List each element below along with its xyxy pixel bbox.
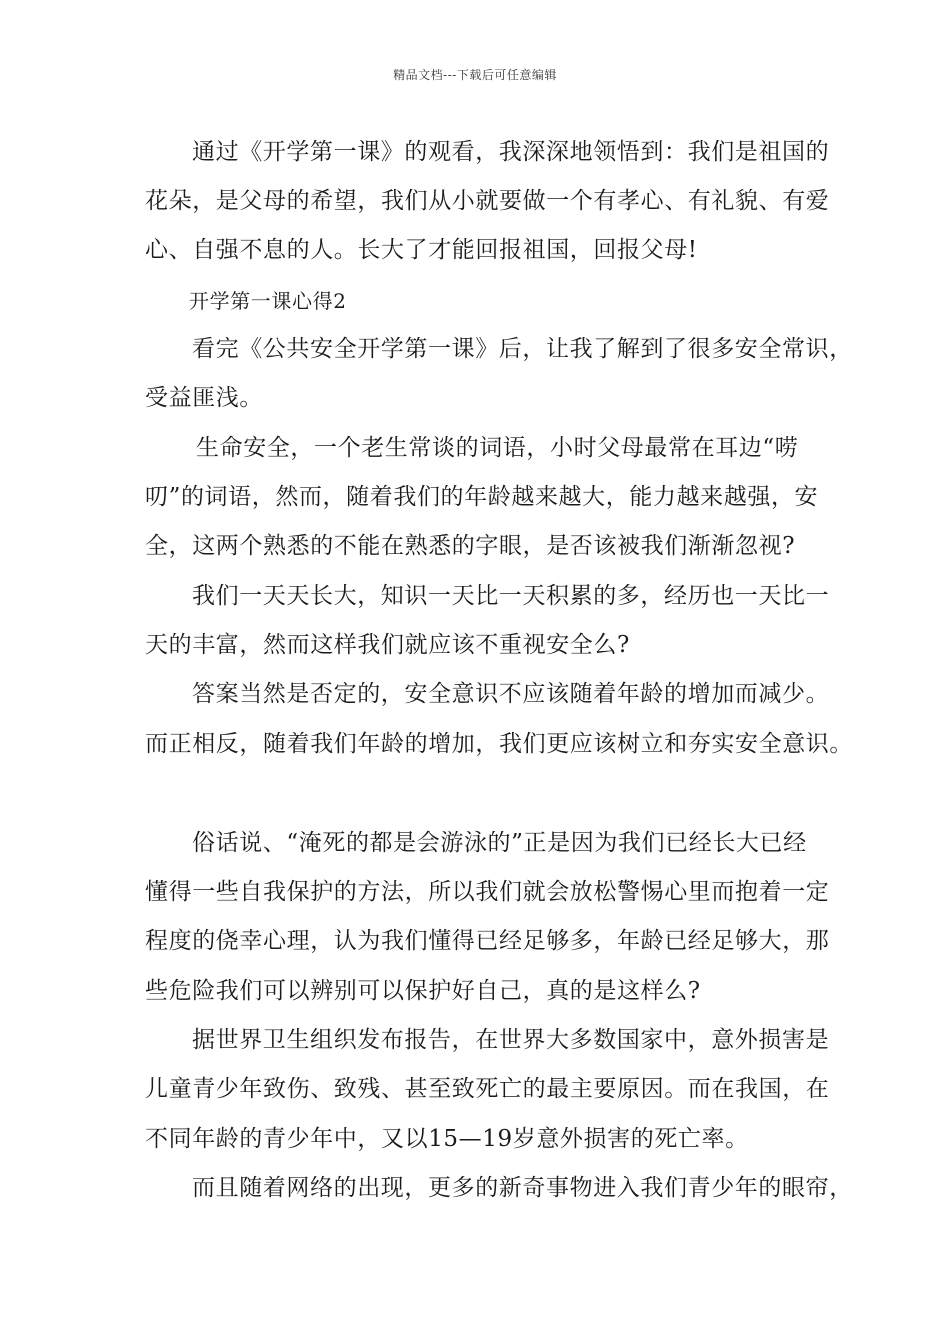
paragraph-line: 而正相反，随着我们年龄的增加，我们更应该树立和夯实安全意识。 — [145, 731, 853, 757]
section-heading: 开学第一课心得2 — [189, 289, 347, 313]
paragraph-line: 看完《公共安全开学第一课》后，让我了解到了很多安全常识， — [192, 336, 853, 362]
paragraph-line: 心、自强不息的人。长大了才能回报祖国，回报父母! — [145, 237, 698, 263]
paragraph-line: 不同年龄的青少年中，又以15—19岁意外损害的死亡率。 — [145, 1126, 749, 1152]
paragraph-line: 叨”的词语，然而，随着我们的年龄越来越大，能力越来越强，安 — [145, 484, 819, 510]
paragraph-line: 花朵，是父母的希望，我们从小就要做一个有孝心、有礼貌、有爱 — [145, 188, 830, 214]
paragraph-line: 天的丰富，然而这样我们就应该不重视安全么? — [145, 632, 630, 658]
paragraph-line: 通过《开学第一课》的观看，我深深地领悟到：我们是祖国的 — [192, 139, 830, 165]
paragraph-line: 答案当然是否定的，安全意识不应该随着年龄的增加而减少。 — [192, 681, 830, 707]
page-header: 精品文档---下载后可任意编辑 — [393, 68, 557, 82]
paragraph-line: 据世界卫生组织发布报告，在世界大多数国家中，意外损害是 — [192, 1027, 830, 1053]
paragraph-line: 受益匪浅。 — [145, 385, 263, 411]
paragraph-line: 而且随着网络的出现，更多的新奇事物进入我们青少年的眼帘， — [192, 1175, 853, 1201]
paragraph-line: 俗话说、“淹死的都是会游泳的”正是因为我们已经长大已经 — [192, 830, 807, 856]
paragraph-line: 我们一天天长大，知识一天比一天积累的多，经历也一天比一 — [192, 583, 830, 609]
paragraph-line: 程度的侥幸心理，认为我们懂得已经足够多，年龄已经足够大，那 — [145, 928, 830, 954]
paragraph-line: 儿童青少年致伤、致残、甚至致死亡的最主要原因。而在我国，在 — [145, 1076, 830, 1102]
paragraph-line: 生命安全，一个老生常谈的词语，小时父母最常在耳边“唠 — [196, 435, 799, 461]
paragraph-line: 些危险我们可以辨别可以保护好自己，真的是这样么? — [145, 978, 701, 1004]
paragraph-line: 全，这两个熟悉的不能在熟悉的字眼，是否该被我们渐渐忽视? — [145, 533, 796, 559]
paragraph-line: 懂得一些自我保护的方法，所以我们就会放松警惕心里而抱着一定 — [145, 879, 830, 905]
